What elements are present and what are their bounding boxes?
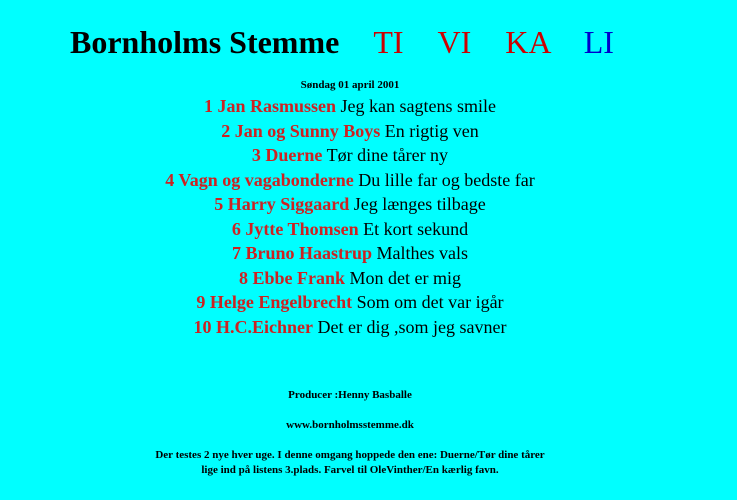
- chart-date: Søndag 01 april 2001: [300, 79, 400, 91]
- footer-note-line-2: lige ind på listens 3.plads. Farvel til OleVinther/En kærlig favn.: [201, 464, 499, 476]
- rank-artist: 4 Vagn og vagabonderne: [165, 169, 354, 190]
- website-link[interactable]: www.bornholmsstemme.dk: [286, 419, 414, 431]
- list-item: [0, 119, 700, 144]
- song-title: Det er dig ,som jeg savner: [317, 316, 507, 337]
- list-item: [0, 94, 700, 119]
- list-item: [0, 217, 700, 242]
- producer-credit: Producer :Henny Basballe: [288, 389, 412, 401]
- footer-note: [0, 448, 700, 478]
- slogan-word-2: VI: [437, 24, 472, 60]
- list-item: [0, 315, 700, 340]
- rank-artist: 8 Ebbe Frank: [238, 267, 346, 288]
- rank-artist: 2 Jan og Sunny Boys: [221, 120, 381, 141]
- rank-artist: 7 Bruno Haastrup: [231, 243, 373, 263]
- footer-note-line-1: Der testes 2 nye hver uge. I denne omgang hoppede den ene: Duerne/Tør dine tårer: [155, 449, 545, 461]
- list-item: [0, 143, 700, 168]
- slogan-word-3: KA: [505, 24, 550, 60]
- list-item: [0, 290, 700, 315]
- rank-artist: 3 Duerne: [251, 145, 323, 165]
- song-title: Malthes vals: [376, 243, 469, 263]
- song-title: Du lille far og bedste far: [358, 169, 535, 190]
- rank-artist: 5 Harry Siggaard: [214, 194, 350, 214]
- song-title: En rigtig ven: [384, 120, 479, 141]
- slogan-word-1: TI: [373, 24, 404, 60]
- song-title: Jeg længes tilbage: [353, 194, 486, 214]
- brand-title: Bornholms Stemme: [70, 24, 340, 60]
- song-title: Som om det var igår: [356, 292, 504, 312]
- song-title: Jeg kan sagtens smile: [340, 96, 496, 116]
- rank-artist: 9 Helge Engelbrecht: [196, 292, 353, 312]
- song-title: Tør dine tårer ny: [326, 145, 449, 165]
- list-item: [0, 241, 700, 266]
- song-chart-list: [0, 94, 700, 339]
- song-title: Et kort sekund: [363, 218, 469, 239]
- list-item: [0, 266, 700, 291]
- rank-artist: 6 Jytte Thomsen: [231, 218, 359, 239]
- rank-artist: 10 H.C.Eichner: [193, 316, 314, 337]
- page-header: [70, 22, 614, 62]
- song-title: Mon det er mig: [349, 267, 461, 288]
- list-item: [0, 192, 700, 217]
- rank-artist: 1 Jan Rasmussen: [203, 96, 337, 116]
- list-item: [0, 168, 700, 193]
- slogan-word-4: LI: [583, 24, 614, 60]
